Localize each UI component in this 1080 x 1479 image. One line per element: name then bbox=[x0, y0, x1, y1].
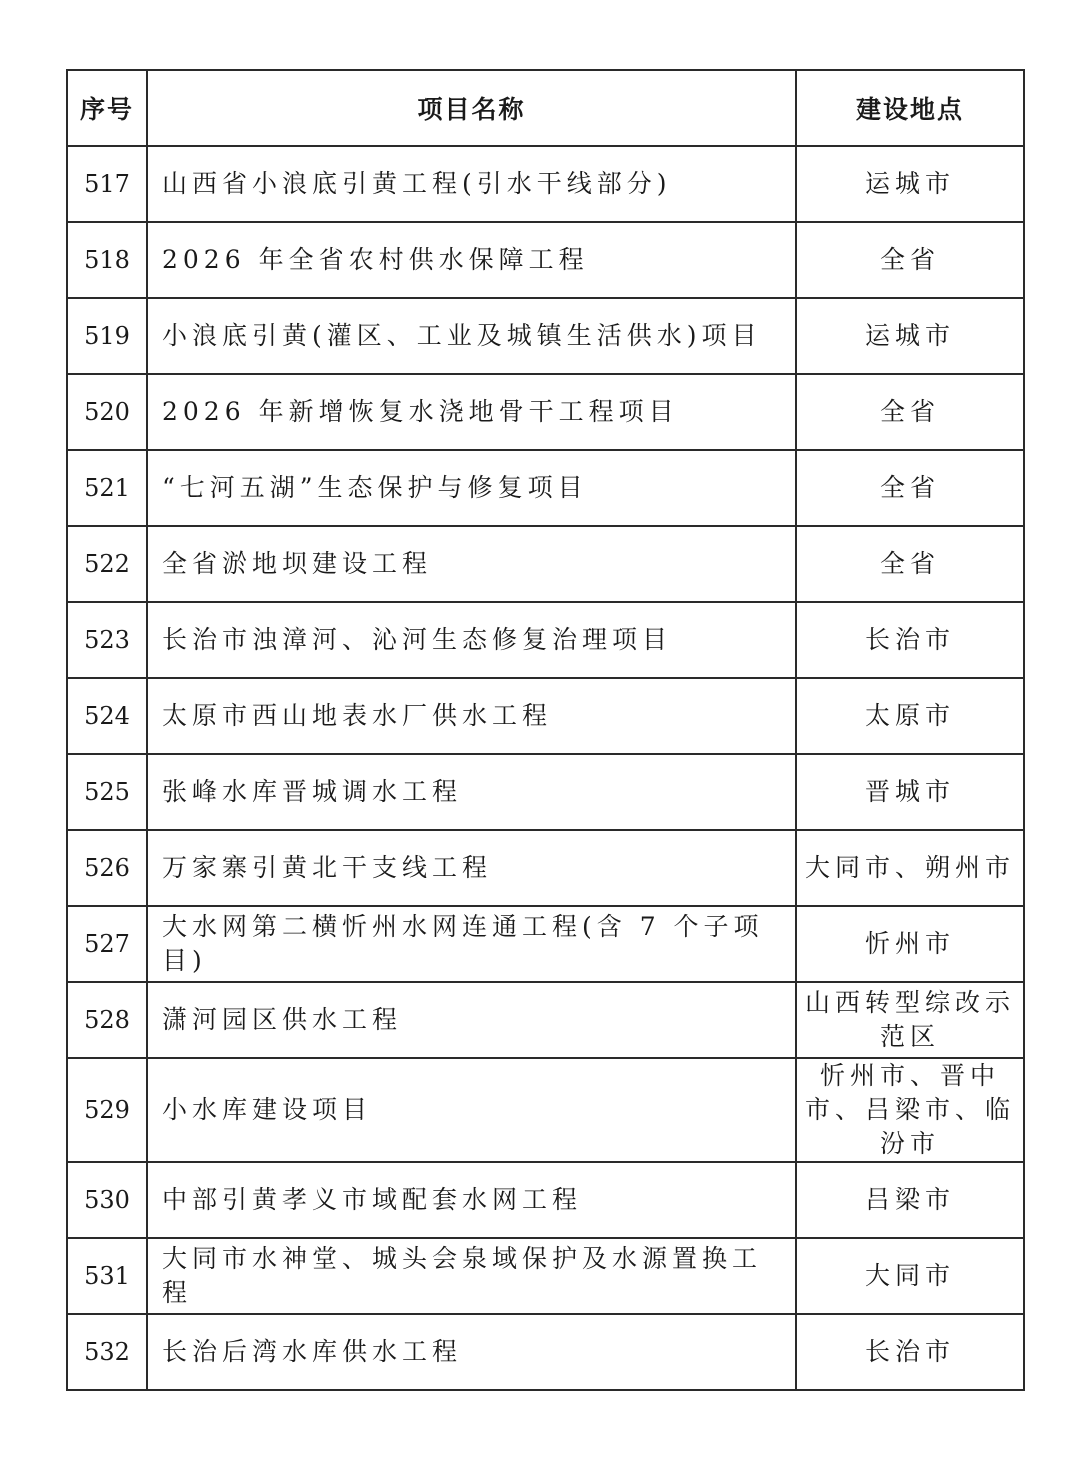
row-project-name: 大同市水神堂、城头会泉域保护及水源置换工程 bbox=[147, 1238, 796, 1314]
row-number: 529 bbox=[67, 1058, 147, 1162]
row-location: 忻州市、晋中市、吕梁市、临汾市 bbox=[796, 1058, 1024, 1162]
row-number: 532 bbox=[67, 1314, 147, 1390]
row-project-name: 2026 年新增恢复水浇地骨干工程项目 bbox=[147, 374, 796, 450]
table-row bbox=[67, 1058, 1024, 1162]
row-location: 全省 bbox=[796, 450, 1024, 526]
row-number: 525 bbox=[67, 754, 147, 830]
row-number: 519 bbox=[67, 298, 147, 374]
row-location: 运城市 bbox=[796, 146, 1024, 222]
table-row bbox=[67, 450, 1024, 526]
table-row bbox=[67, 1238, 1024, 1314]
row-location: 长治市 bbox=[796, 1314, 1024, 1390]
row-location: 全省 bbox=[796, 374, 1024, 450]
table-row bbox=[67, 1314, 1024, 1390]
table-header-row bbox=[67, 70, 1024, 146]
row-number: 517 bbox=[67, 146, 147, 222]
row-number: 518 bbox=[67, 222, 147, 298]
row-location: 山西转型综改示范区 bbox=[796, 982, 1024, 1058]
table-row bbox=[67, 298, 1024, 374]
row-project-name: 2026 年全省农村供水保障工程 bbox=[147, 222, 796, 298]
row-project-name: 万家寨引黄北干支线工程 bbox=[147, 830, 796, 906]
table-row bbox=[67, 374, 1024, 450]
row-location: 大同市、朔州市 bbox=[796, 830, 1024, 906]
row-number: 530 bbox=[67, 1162, 147, 1238]
row-number: 528 bbox=[67, 982, 147, 1058]
table-row bbox=[67, 754, 1024, 830]
row-location: 全省 bbox=[796, 222, 1024, 298]
header-number: 序号 bbox=[67, 70, 147, 146]
row-number: 527 bbox=[67, 906, 147, 982]
row-project-name: 山西省小浪底引黄工程(引水干线部分) bbox=[147, 146, 796, 222]
row-number: 522 bbox=[67, 526, 147, 602]
project-table bbox=[66, 69, 1025, 1391]
table-row bbox=[67, 146, 1024, 222]
row-location: 长治市 bbox=[796, 602, 1024, 678]
row-project-name: 潇河园区供水工程 bbox=[147, 982, 796, 1058]
row-location: 吕梁市 bbox=[796, 1162, 1024, 1238]
row-number: 521 bbox=[67, 450, 147, 526]
table-row bbox=[67, 222, 1024, 298]
row-location: 太原市 bbox=[796, 678, 1024, 754]
table-row bbox=[67, 830, 1024, 906]
row-project-name: 长治市浊漳河、沁河生态修复治理项目 bbox=[147, 602, 796, 678]
row-number: 520 bbox=[67, 374, 147, 450]
table-row bbox=[67, 602, 1024, 678]
row-project-name: 张峰水库晋城调水工程 bbox=[147, 754, 796, 830]
row-number: 526 bbox=[67, 830, 147, 906]
row-location: 晋城市 bbox=[796, 754, 1024, 830]
table-row bbox=[67, 906, 1024, 982]
row-location: 忻州市 bbox=[796, 906, 1024, 982]
row-project-name: 小水库建设项目 bbox=[147, 1058, 796, 1162]
row-number: 531 bbox=[67, 1238, 147, 1314]
row-number: 524 bbox=[67, 678, 147, 754]
row-location: 运城市 bbox=[796, 298, 1024, 374]
table-row bbox=[67, 982, 1024, 1058]
header-location: 建设地点 bbox=[796, 70, 1024, 146]
row-project-name: 太原市西山地表水厂供水工程 bbox=[147, 678, 796, 754]
row-project-name: 大水网第二横忻州水网连通工程(含 7 个子项目) bbox=[147, 906, 796, 982]
row-project-name: 长治后湾水库供水工程 bbox=[147, 1314, 796, 1390]
row-project-name: “七河五湖”生态保护与修复项目 bbox=[147, 450, 796, 526]
row-location: 大同市 bbox=[796, 1238, 1024, 1314]
row-project-name: 全省淤地坝建设工程 bbox=[147, 526, 796, 602]
table-row bbox=[67, 526, 1024, 602]
row-project-name: 小浪底引黄(灌区、工业及城镇生活供水)项目 bbox=[147, 298, 796, 374]
header-project-name: 项目名称 bbox=[147, 70, 796, 146]
table-row bbox=[67, 678, 1024, 754]
table-row bbox=[67, 1162, 1024, 1238]
row-project-name: 中部引黄孝义市域配套水网工程 bbox=[147, 1162, 796, 1238]
row-number: 523 bbox=[67, 602, 147, 678]
row-location: 全省 bbox=[796, 526, 1024, 602]
